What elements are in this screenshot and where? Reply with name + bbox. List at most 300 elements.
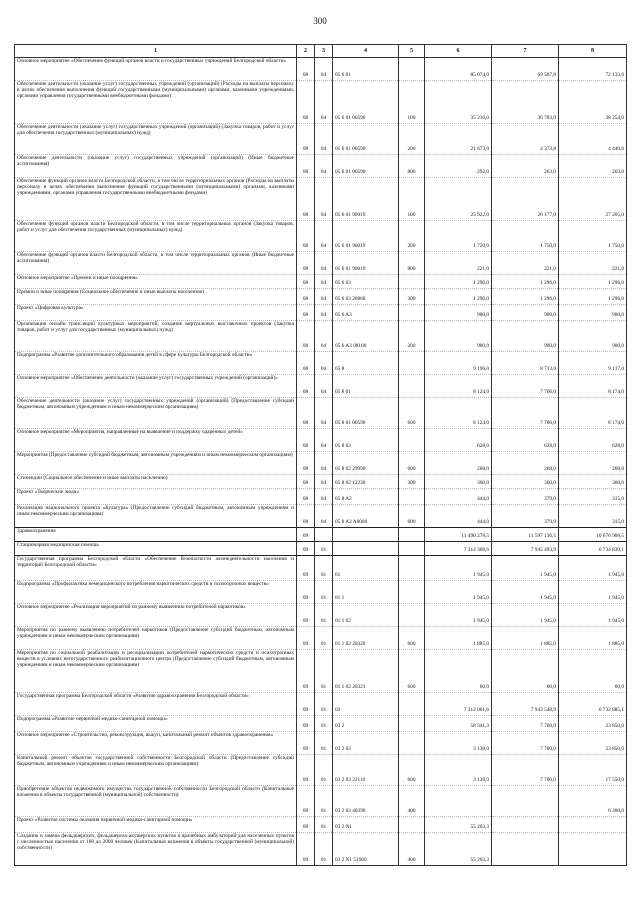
row-amount-year-1: 11 490 278,5 xyxy=(425,528,492,542)
row-amount-year-1: 7 314 368,6 xyxy=(425,542,492,556)
row-amount-year-2: 60,0 xyxy=(492,650,559,693)
row-amount-year-2: 1 296,0 xyxy=(492,289,559,305)
row-subsection-code: 04 xyxy=(315,81,333,124)
row-amount-year-1: 8 124,0 xyxy=(425,398,492,429)
row-target-article: 05 6 01 90019 xyxy=(333,252,399,275)
row-amount-year-3: 10 676 906,5 xyxy=(559,528,627,542)
row-name: Организация онлайн трансляций культурных мероприятий, создание виртуальных выставочных проектов (Закупка товаров, работ и услуг для государственных (муниципальных) нужд) xyxy=(15,321,297,352)
table-row xyxy=(15,627,627,650)
row-expense-type xyxy=(399,275,425,289)
row-amount-year-3: 1 945,0 xyxy=(559,556,627,581)
row-name: Основное мероприятие «Мероприятия, направленные на выявление и поддержку одаренных детей» xyxy=(15,429,297,452)
row-expense-type xyxy=(399,604,425,627)
row-target-article xyxy=(333,542,399,556)
table-row xyxy=(15,124,627,155)
row-amount-year-2: 268,0 xyxy=(492,452,559,475)
row-section-code: 09 xyxy=(297,581,315,604)
row-section-code: 09 xyxy=(297,833,315,866)
row-target-article: 03 xyxy=(333,693,399,716)
row-target-article: 01 1 xyxy=(333,581,399,604)
row-expense-type: 300 xyxy=(399,289,425,305)
row-name: Создание и замена фельдшерских, фельдшерско-акушерских пунктов и врачебных амбулаторий для населенных пунктов с численностью населения от 100 до 2000 человек (Капитальные вложения в объекты государственной (муниципальной) собственности) xyxy=(15,833,297,866)
row-amount-year-2: 69 567,8 xyxy=(492,58,559,81)
row-expense-type: 600 xyxy=(399,755,425,786)
row-expense-type: 400 xyxy=(399,833,425,866)
row-amount-year-2: 1 750,0 xyxy=(492,221,559,252)
row-target-article: 03 2 03 22110 xyxy=(333,755,399,786)
row-amount-year-2 xyxy=(492,786,559,817)
row-amount-year-2: 1 296,0 xyxy=(492,275,559,289)
row-amount-year-2 xyxy=(492,833,559,866)
row-amount-year-3: 23 850,0 xyxy=(559,732,627,755)
table-row xyxy=(15,817,627,833)
row-amount-year-2: 7 706,0 xyxy=(492,398,559,429)
column-header: 1 xyxy=(15,45,297,58)
row-expense-type: 200 xyxy=(399,321,425,352)
row-amount-year-1: 1 885,0 xyxy=(425,627,492,650)
row-name: Стационарная медицинская помощь xyxy=(15,542,297,556)
row-section-code: 09 xyxy=(297,627,315,650)
table-row xyxy=(15,732,627,755)
row-name: Капитальный ремонт объектов государственной собственности Белгородской области (Предоставление субсидий бюджетным, автономным учреждениям и иным некоммерческим организациям) xyxy=(15,755,297,786)
row-subsection-code: 01 xyxy=(315,755,333,786)
row-section-code: 08 xyxy=(297,289,315,305)
row-amount-year-3: 9 117,0 xyxy=(559,352,627,375)
row-name: Подпрограмма «Развитие первичной медико-санитарной помощи» xyxy=(15,716,297,732)
row-subsection-code: 01 xyxy=(315,556,333,581)
row-subsection-code: 01 xyxy=(315,542,333,556)
row-amount-year-1: 9 196,0 xyxy=(425,352,492,375)
row-amount-year-2: 628,0 xyxy=(492,429,559,452)
row-name: Мероприятия по раннему выявлению потребителей наркотиков (Предоставление субсидий бюджетным, автономным учреждениям и иным некоммерческим организациям) xyxy=(15,627,297,650)
row-subsection-code: 01 xyxy=(315,732,333,755)
row-subsection-code: 01 xyxy=(315,650,333,693)
row-amount-year-3: 221,0 xyxy=(559,252,627,275)
row-amount-year-3: 6 732 885,1 xyxy=(559,693,627,716)
row-section-code: 09 xyxy=(297,542,315,556)
row-name: Обеспечение деятельности (оказание услуг) государственных учреждений (организаций) (Иные бюджетные ассигнования) xyxy=(15,155,297,178)
row-amount-year-3: 315,0 xyxy=(559,505,627,528)
column-header: 5 xyxy=(399,45,425,58)
table-row xyxy=(15,305,627,321)
row-amount-year-3: 263,0 xyxy=(559,155,627,178)
row-section-code: 09 xyxy=(297,732,315,755)
row-amount-year-2: 1 945,0 xyxy=(492,581,559,604)
row-section-code: 08 xyxy=(297,124,315,155)
row-amount-year-1: 900,0 xyxy=(425,305,492,321)
table-row xyxy=(15,178,627,221)
row-name: Приобретение объектов недвижимого имущества государственной собственности Белгородской области (Капитальные вложения в объекты государственной (муниципальной) собственности) xyxy=(15,786,297,817)
row-expense-type: 200 xyxy=(399,124,425,155)
row-amount-year-3: 900,0 xyxy=(559,305,627,321)
row-amount-year-1: 8 124,0 xyxy=(425,375,492,398)
row-amount-year-1: 1 296,0 xyxy=(425,275,492,289)
table-row xyxy=(15,786,627,817)
table-row xyxy=(15,528,627,542)
table-row xyxy=(15,252,627,275)
row-subsection-code: 04 xyxy=(315,155,333,178)
column-header: 6 xyxy=(425,45,492,58)
table-row xyxy=(15,604,627,627)
row-amount-year-3: 8 174,0 xyxy=(559,375,627,398)
row-name: Обеспечение деятельности (оказание услуг) государственных учреждений (организаций) (Расходы на выплаты персоналу в целях обеспечения выполнения функций государственными (муниципальными) органами, казенными учреждениями, органами управления государственными внебюджетными фондами) xyxy=(15,81,297,124)
row-subsection-code: 04 xyxy=(315,275,333,289)
row-expense-type: 100 xyxy=(399,178,425,221)
row-subsection-code: 04 xyxy=(315,221,333,252)
row-expense-type xyxy=(399,429,425,452)
row-amount-year-1: 1 945,0 xyxy=(425,581,492,604)
row-name: Проект «Творческие люди» xyxy=(15,489,297,505)
row-expense-type xyxy=(399,489,425,505)
row-name: Реализация национального проекта «Культура» (Предоставление субсидий бюджетным, автономным учреждениям и иным некоммерческим организациям) xyxy=(15,505,297,528)
row-name: Обеспечение функций органов власти Белгородской области, в том числе территориальных органов (Закупка товаров, работ и услуг для обеспечения государственных (муниципальных) нужд) xyxy=(15,221,297,252)
row-amount-year-1: 55 203,3 xyxy=(425,833,492,866)
row-expense-type: 200 xyxy=(399,221,425,252)
row-amount-year-2: 7 700,0 xyxy=(492,732,559,755)
row-name: Проект «Развитие системы оказания первичной медико-санитарной помощи» xyxy=(15,817,297,833)
row-amount-year-1: 55 203,3 xyxy=(425,817,492,833)
row-amount-year-2: 1 945,0 xyxy=(492,556,559,581)
row-amount-year-3: 8 174,0 xyxy=(559,398,627,429)
row-subsection-code: 01 xyxy=(315,627,333,650)
row-target-article: 05 6 01 90019 xyxy=(333,178,399,221)
row-section-code: 09 xyxy=(297,786,315,817)
row-subsection-code: 01 xyxy=(315,581,333,604)
row-amount-year-3: 60,0 xyxy=(559,650,627,693)
table-row xyxy=(15,58,627,81)
row-amount-year-1 xyxy=(425,786,492,817)
row-expense-type xyxy=(399,716,425,732)
row-section-code: 08 xyxy=(297,375,315,398)
row-target-article: 05 6 01 xyxy=(333,58,399,81)
row-section-code: 08 xyxy=(297,81,315,124)
row-expense-type xyxy=(399,693,425,716)
row-section-code: 08 xyxy=(297,275,315,289)
row-expense-type xyxy=(399,556,425,581)
row-subsection-code: 04 xyxy=(315,452,333,475)
row-name: Обеспечение функций органов власти Белгородской области, в том числе территориальных органов (Расходы на выплаты персоналу в целях обеспечения выполнения функций государственными (муниципальными) органами, казенными учреждениями, органами управления государственными внебюджетными фондами) xyxy=(15,178,297,221)
row-amount-year-3: 315,0 xyxy=(559,489,627,505)
row-amount-year-2: 379,0 xyxy=(492,489,559,505)
row-amount-year-3: 6 734 830,1 xyxy=(559,542,627,556)
row-target-article: 03 2 N1 51960 xyxy=(333,833,399,866)
row-section-code: 09 xyxy=(297,817,315,833)
row-section-code: 09 xyxy=(297,693,315,716)
row-subsection-code xyxy=(315,528,333,542)
row-name: Основное мероприятие «Обеспечение функций органов власти и государственных учреждений Белгородской области» xyxy=(15,58,297,81)
row-subsection-code: 04 xyxy=(315,58,333,81)
row-amount-year-2: 7 943 548,9 xyxy=(492,693,559,716)
row-name: Обеспечение функций органов власти Белгородской области, в том числе территориальных органов (Иные бюджетные ассигнования) xyxy=(15,252,297,275)
table-row xyxy=(15,398,627,429)
table-row xyxy=(15,221,627,252)
row-subsection-code: 01 xyxy=(315,716,333,732)
row-amount-year-3: 1 750,0 xyxy=(559,221,627,252)
row-amount-year-2: 7 945 493,9 xyxy=(492,542,559,556)
row-amount-year-2: 7 700,0 xyxy=(492,716,559,732)
row-expense-type: 100 xyxy=(399,81,425,124)
row-amount-year-2: 11 597 130,5 xyxy=(492,528,559,542)
row-target-article: 03 2 N1 xyxy=(333,817,399,833)
row-name: Здравоохранение xyxy=(15,528,297,542)
row-amount-year-3: 268,0 xyxy=(559,452,627,475)
row-amount-year-3: 23 850,0 xyxy=(559,716,627,732)
table-row xyxy=(15,833,627,866)
row-name: Обеспечение деятельности (оказание услуг) государственных учреждений (организаций) (Закупка товаров, работ и услуг для обеспечения государственных (муниципальных) нужд) xyxy=(15,124,297,155)
row-amount-year-3 xyxy=(559,833,627,866)
row-amount-year-2: 8 713,0 xyxy=(492,352,559,375)
row-amount-year-2: 360,0 xyxy=(492,475,559,489)
row-amount-year-3: 628,0 xyxy=(559,429,627,452)
row-target-article: 05 6 03 xyxy=(333,275,399,289)
row-name: Государственная программа Белгородской области «Обеспечение безопасности жизнедеятельности населения и территорий Белгородской области» xyxy=(15,556,297,581)
row-subsection-code: 04 xyxy=(315,352,333,375)
row-subsection-code: 04 xyxy=(315,124,333,155)
row-amount-year-3: 1 296,0 xyxy=(559,289,627,305)
column-header: 2 xyxy=(297,45,315,58)
row-amount-year-1: 444,0 xyxy=(425,489,492,505)
row-amount-year-2: 900,0 xyxy=(492,305,559,321)
row-amount-year-3: 27 205,0 xyxy=(559,178,627,221)
row-target-article: 03 2 03 40390 xyxy=(333,786,399,817)
row-amount-year-3: 1 945,0 xyxy=(559,604,627,627)
row-section-code: 09 xyxy=(297,650,315,693)
row-amount-year-1: 1 945,0 xyxy=(425,604,492,627)
row-subsection-code: 04 xyxy=(315,398,333,429)
row-section-code: 08 xyxy=(297,505,315,528)
table-row xyxy=(15,542,627,556)
row-expense-type xyxy=(399,732,425,755)
row-target-article: 05 6 A3 xyxy=(333,305,399,321)
row-amount-year-1: 292,0 xyxy=(425,155,492,178)
row-amount-year-2: 7 700,0 xyxy=(492,755,559,786)
table-row xyxy=(15,452,627,475)
row-amount-year-1: 25 922,0 xyxy=(425,178,492,221)
page-number: 300 xyxy=(313,16,327,26)
table-row xyxy=(15,352,627,375)
row-name: Основное мероприятие «Строительство, реконструкция, выкуп, капитальный ремонт объектов здравоохранения» xyxy=(15,732,297,755)
row-amount-year-1: 221,0 xyxy=(425,252,492,275)
row-section-code: 08 xyxy=(297,178,315,221)
row-expense-type xyxy=(399,58,425,81)
row-amount-year-3: 900,0 xyxy=(559,321,627,352)
row-section-code: 08 xyxy=(297,429,315,452)
row-target-article: 01 1 02 xyxy=(333,604,399,627)
row-target-article xyxy=(333,528,399,542)
row-target-article: 01 1 02 20320 xyxy=(333,627,399,650)
row-subsection-code: 04 xyxy=(315,375,333,398)
row-name: Мероприятия (Предоставление субсидий бюджетным, автономным учреждениям и иным некоммерческим организациям) xyxy=(15,452,297,475)
table-row xyxy=(15,155,627,178)
row-amount-year-1: 900,0 xyxy=(425,321,492,352)
row-amount-year-1: 444,0 xyxy=(425,505,492,528)
row-subsection-code: 01 xyxy=(315,817,333,833)
table-row xyxy=(15,581,627,604)
row-expense-type: 600 xyxy=(399,398,425,429)
row-target-article: 05 8 xyxy=(333,352,399,375)
row-subsection-code: 04 xyxy=(315,489,333,505)
row-amount-year-1: 628,0 xyxy=(425,429,492,452)
row-expense-type: 800 xyxy=(399,252,425,275)
row-target-article: 03 2 xyxy=(333,716,399,732)
table-row xyxy=(15,650,627,693)
row-amount-year-1: 85 074,0 xyxy=(425,58,492,81)
row-section-code: 08 xyxy=(297,398,315,429)
table-row xyxy=(15,275,627,289)
row-target-article: 05 6 01 00590 xyxy=(333,81,399,124)
row-target-article: 05 6 03 20860 xyxy=(333,289,399,305)
row-amount-year-2: 1 945,0 xyxy=(492,604,559,627)
row-expense-type: 800 xyxy=(399,155,425,178)
row-name: Подпрограмма «Развитие дополнительного образования детей в сфере культуры Белгородской области» xyxy=(15,352,297,375)
row-section-code: 09 xyxy=(297,556,315,581)
row-target-article: 05 6 01 90019 xyxy=(333,221,399,252)
row-target-article: 05 8 02 xyxy=(333,429,399,452)
row-amount-year-2: 1 885,0 xyxy=(492,627,559,650)
row-target-article: 05 8 02 12230 xyxy=(333,475,399,489)
column-header: 7 xyxy=(492,45,559,58)
row-amount-year-1: 7 312 001,6 xyxy=(425,693,492,716)
column-header: 3 xyxy=(315,45,333,58)
table-row xyxy=(15,716,627,732)
row-amount-year-3: 6 300,0 xyxy=(559,786,627,817)
row-subsection-code: 04 xyxy=(315,178,333,221)
row-subsection-code: 01 xyxy=(315,786,333,817)
row-expense-type xyxy=(399,581,425,604)
row-section-code: 09 xyxy=(297,604,315,627)
row-amount-year-1: 58 341,3 xyxy=(425,716,492,732)
row-amount-year-2: 26 177,0 xyxy=(492,178,559,221)
table-row xyxy=(15,755,627,786)
row-section-code: 08 xyxy=(297,155,315,178)
column-header: 4 xyxy=(333,45,399,58)
row-section-code: 09 xyxy=(297,755,315,786)
table-row xyxy=(15,321,627,352)
row-target-article: 05 8 01 xyxy=(333,375,399,398)
row-section-code: 08 xyxy=(297,352,315,375)
row-section-code: 08 xyxy=(297,252,315,275)
row-amount-year-2 xyxy=(492,817,559,833)
row-amount-year-3: 1 296,0 xyxy=(559,275,627,289)
row-subsection-code: 04 xyxy=(315,289,333,305)
row-section-code: 08 xyxy=(297,58,315,81)
row-expense-type xyxy=(399,817,425,833)
row-subsection-code: 01 xyxy=(315,604,333,627)
row-amount-year-1: 1 296,0 xyxy=(425,289,492,305)
row-section-code: 08 xyxy=(297,489,315,505)
row-name: Премии и иные поощрения (Социальное обеспечение и иные выплаты населению) xyxy=(15,289,297,305)
table-row xyxy=(15,489,627,505)
row-amount-year-3 xyxy=(559,817,627,833)
row-amount-year-2: 900,0 xyxy=(492,321,559,352)
row-target-article: 05 6 01 00590 xyxy=(333,155,399,178)
row-expense-type: 300 xyxy=(399,475,425,489)
row-amount-year-2: 7 706,0 xyxy=(492,375,559,398)
table-row xyxy=(15,375,627,398)
row-expense-type xyxy=(399,528,425,542)
row-subsection-code: 04 xyxy=(315,252,333,275)
table-row xyxy=(15,693,627,716)
table-row xyxy=(15,556,627,581)
row-name: Государственная программа Белгородской области «Развитие здравоохранения Белгородской области» xyxy=(15,693,297,716)
row-amount-year-1: 35 216,0 xyxy=(425,81,492,124)
row-section-code: 08 xyxy=(297,321,315,352)
row-amount-year-1: 21 673,0 xyxy=(425,124,492,155)
row-subsection-code: 01 xyxy=(315,833,333,866)
row-amount-year-1: 3 138,0 xyxy=(425,732,492,755)
table-header-row xyxy=(15,45,627,58)
row-section-code: 08 xyxy=(297,305,315,321)
row-target-article: 05 6 A3 08100 xyxy=(333,321,399,352)
row-subsection-code: 01 xyxy=(315,693,333,716)
row-target-article: 05 8 A2 xyxy=(333,489,399,505)
budget-table xyxy=(14,44,627,866)
row-amount-year-2: 221,0 xyxy=(492,252,559,275)
row-name: Мероприятия по социальной реабилитации и ресоциализации потребителей наркотических средств и психотропных веществ в условиях негосударственного реабилитационного центра (Предоставление субсидий бюджетным, автономным учреждениям и иным некоммерческим организациям) xyxy=(15,650,297,693)
row-amount-year-3: 1 945,0 xyxy=(559,581,627,604)
row-amount-year-2: 379,0 xyxy=(492,505,559,528)
row-expense-type xyxy=(399,305,425,321)
table-row xyxy=(15,289,627,305)
row-expense-type xyxy=(399,375,425,398)
row-subsection-code: 04 xyxy=(315,321,333,352)
row-amount-year-1: 268,0 xyxy=(425,452,492,475)
row-amount-year-1: 1 750,0 xyxy=(425,221,492,252)
row-subsection-code: 04 xyxy=(315,429,333,452)
row-target-article: 05 6 01 00590 xyxy=(333,124,399,155)
row-name: Основное мероприятие «Реализация мероприятий по раннему выявлению потребителей наркотиков» xyxy=(15,604,297,627)
row-name: Основное мероприятие «Обеспечение деятельности (оказание услуг) государственных учреждений (организаций)» xyxy=(15,375,297,398)
row-amount-year-1: 3 138,0 xyxy=(425,755,492,786)
row-name: Основное мероприятие «Премии и иные поощрения» xyxy=(15,275,297,289)
row-target-article: 05 8 01 00590 xyxy=(333,398,399,429)
row-section-code: 08 xyxy=(297,221,315,252)
row-amount-year-3: 38 254,0 xyxy=(559,81,627,124)
row-name: Обеспечение деятельности (оказание услуг) государственных учреждений (организаций) (Предоставление субсидий бюджетным, автономным учреждениям и иным некоммерческим организациям) xyxy=(15,398,297,429)
row-amount-year-3: 17 550,0 xyxy=(559,755,627,786)
row-amount-year-3: 4 440,6 xyxy=(559,124,627,155)
row-amount-year-2: 263,0 xyxy=(492,155,559,178)
row-target-article: 03 2 03 xyxy=(333,732,399,755)
row-amount-year-2: 36 783,0 xyxy=(492,81,559,124)
row-section-code: 09 xyxy=(297,528,315,542)
row-section-code: 08 xyxy=(297,475,315,489)
row-expense-type xyxy=(399,542,425,556)
row-expense-type: 400 xyxy=(399,786,425,817)
row-expense-type: 600 xyxy=(399,627,425,650)
row-section-code: 09 xyxy=(297,716,315,732)
row-expense-type: 600 xyxy=(399,505,425,528)
table-row xyxy=(15,475,627,489)
column-header: 8 xyxy=(559,45,627,58)
row-subsection-code: 04 xyxy=(315,305,333,321)
row-amount-year-2: 4 373,8 xyxy=(492,124,559,155)
row-amount-year-1: 60,0 xyxy=(425,650,492,693)
row-target-article: 05 8 A2 A0000 xyxy=(333,505,399,528)
row-target-article: 05 8 02 29990 xyxy=(333,452,399,475)
row-expense-type: 600 xyxy=(399,650,425,693)
row-amount-year-1: 1 945,0 xyxy=(425,556,492,581)
row-subsection-code: 04 xyxy=(315,505,333,528)
table-row xyxy=(15,429,627,452)
row-expense-type: 600 xyxy=(399,452,425,475)
row-amount-year-1: 360,0 xyxy=(425,475,492,489)
row-amount-year-3: 360,0 xyxy=(559,475,627,489)
row-target-article: 01 xyxy=(333,556,399,581)
table-row xyxy=(15,81,627,124)
row-target-article: 01 1 02 20321 xyxy=(333,650,399,693)
row-amount-year-3: 1 885,0 xyxy=(559,627,627,650)
